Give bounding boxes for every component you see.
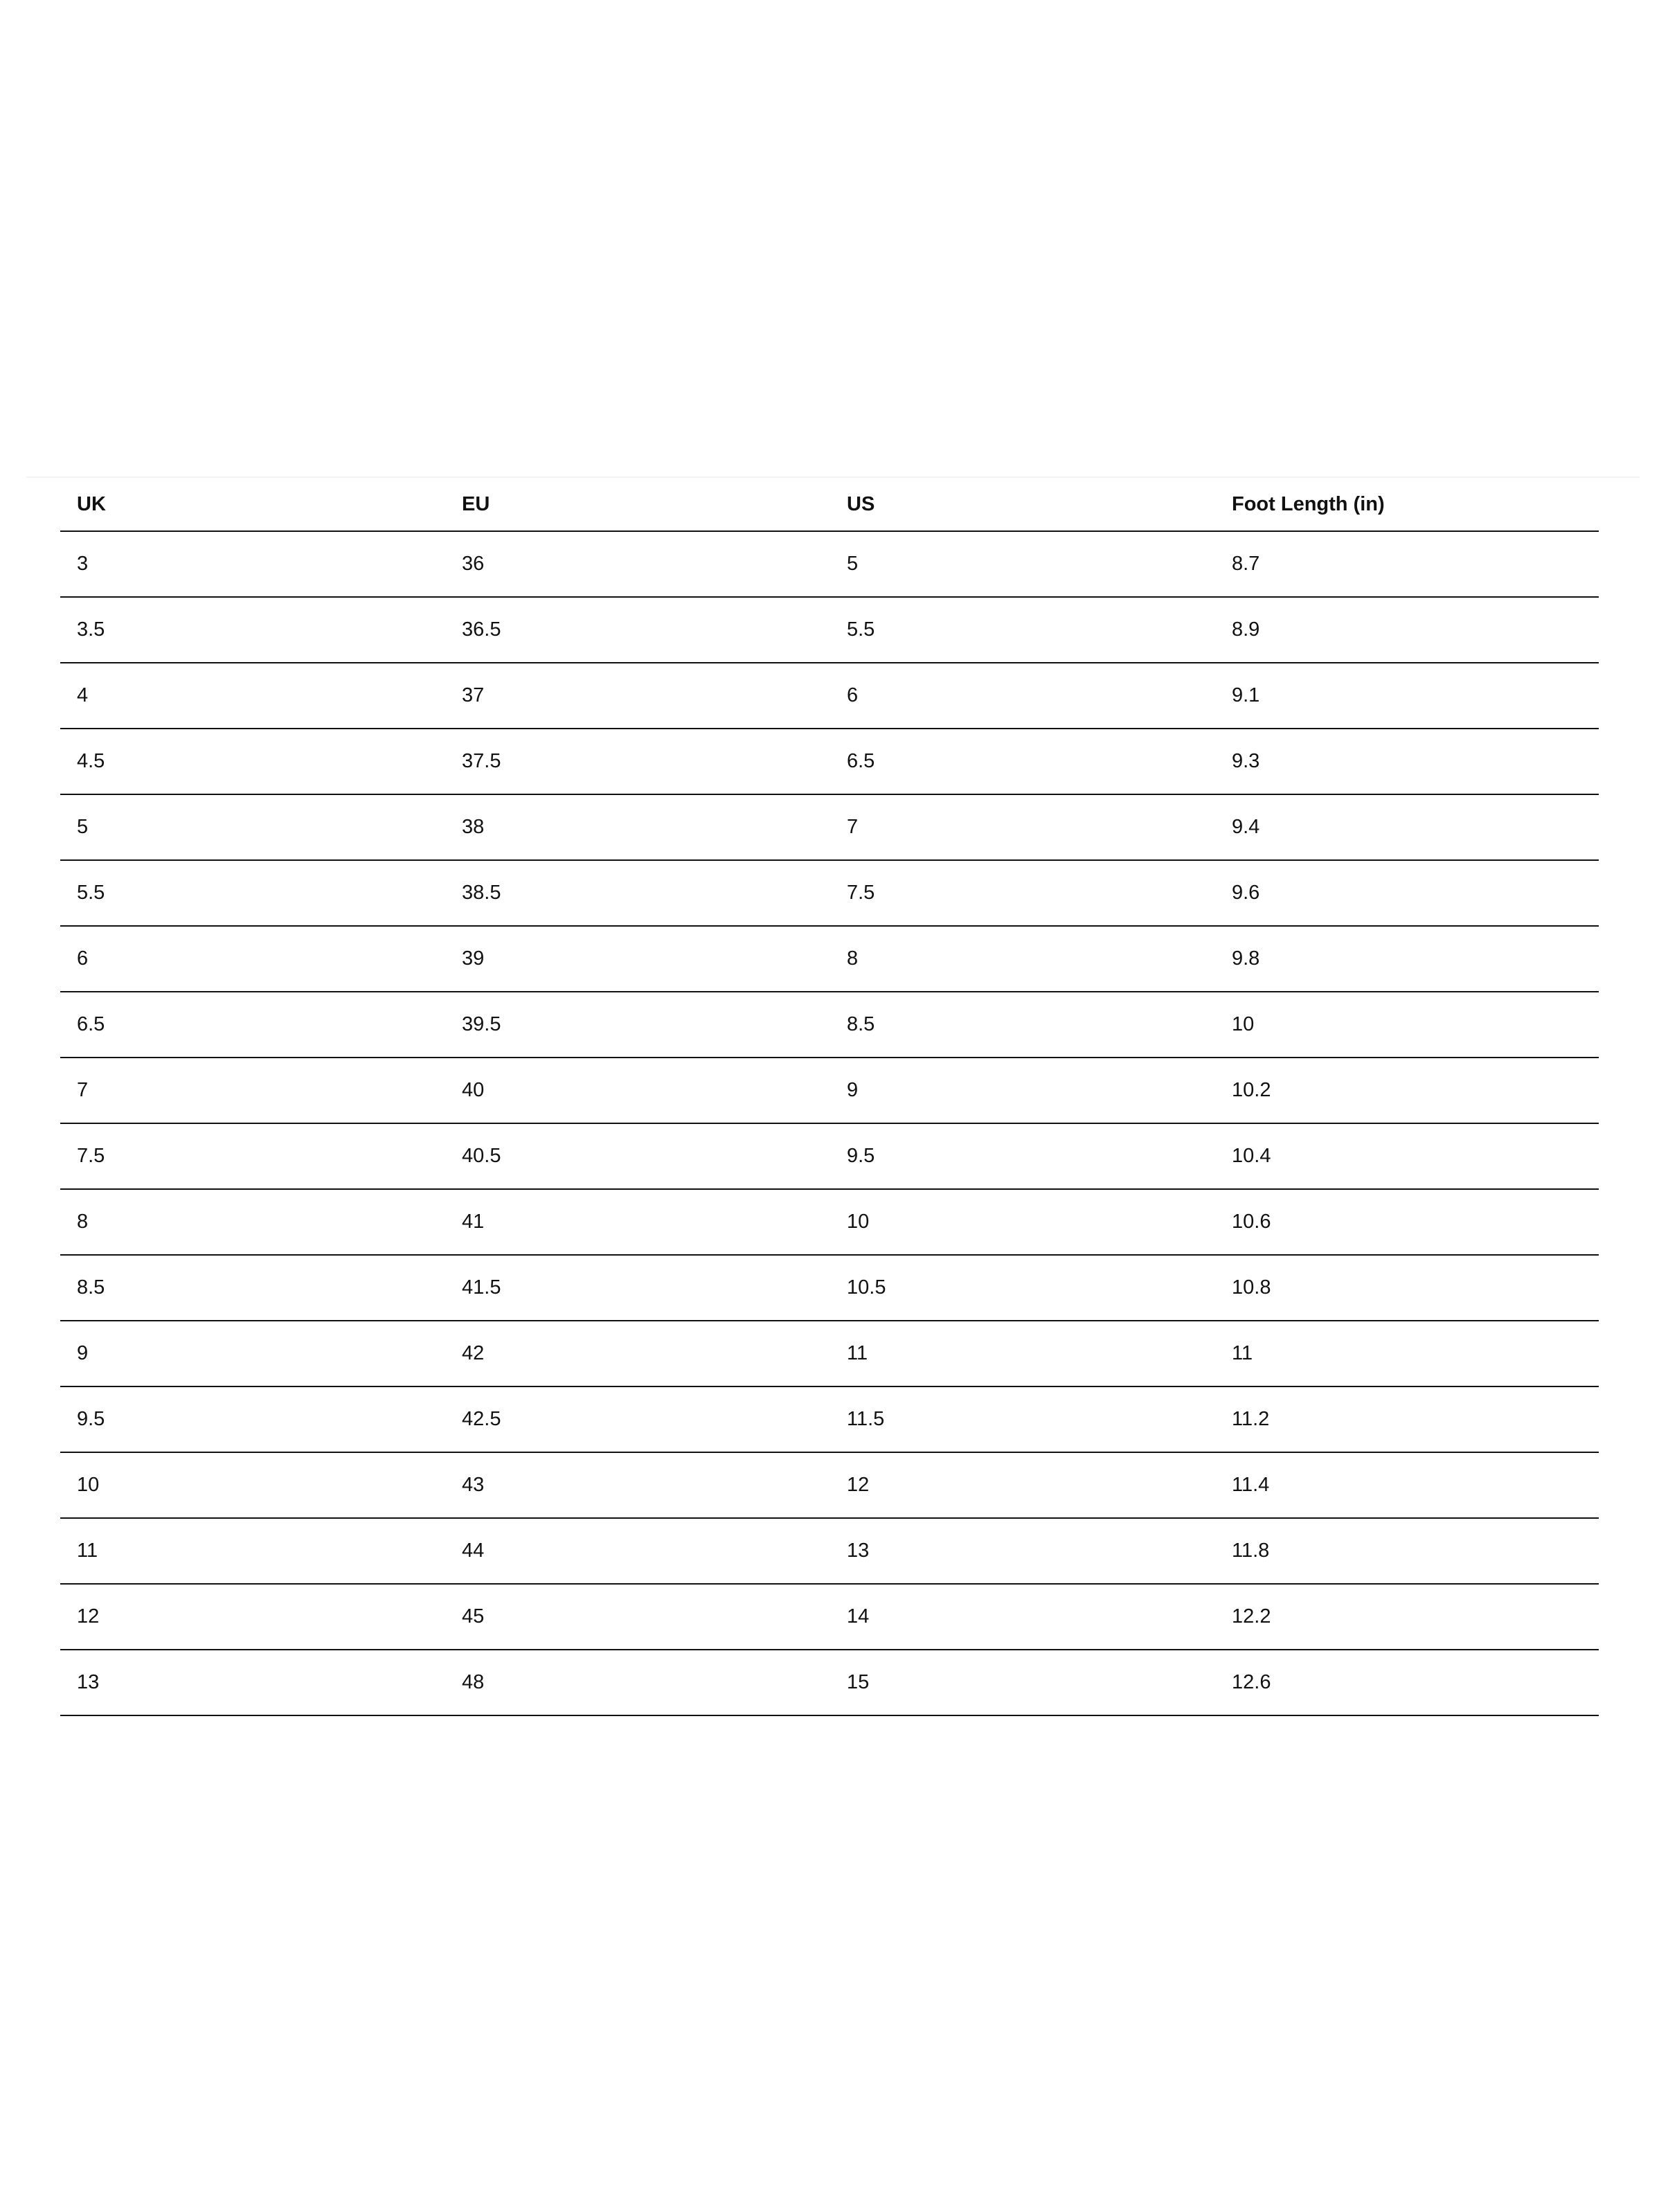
cell-us: 7: [830, 794, 1215, 860]
cell-us: 14: [830, 1584, 1215, 1650]
cell-uk: 3: [60, 531, 445, 597]
cell-us: 7.5: [830, 860, 1215, 926]
table-row: [60, 1123, 1599, 1189]
table-row: [60, 597, 1599, 663]
cell-eu: 39.5: [445, 992, 830, 1058]
cell-eu: 37.5: [445, 729, 830, 794]
table-row: [60, 1255, 1599, 1321]
cell-eu: 42: [445, 1321, 830, 1386]
cell-eu: 42.5: [445, 1386, 830, 1452]
table-row: [60, 794, 1599, 860]
cell-eu: 43: [445, 1452, 830, 1518]
table-row: [60, 1518, 1599, 1584]
cell-us: 12: [830, 1452, 1215, 1518]
cell-foot-length: 9.1: [1215, 663, 1599, 729]
table-row: [60, 1584, 1599, 1650]
cell-foot-length: 11: [1215, 1321, 1599, 1386]
table-row: [60, 926, 1599, 992]
cell-foot-length: 10.6: [1215, 1189, 1599, 1255]
cell-uk: 8: [60, 1189, 445, 1255]
cell-uk: 6: [60, 926, 445, 992]
table-body: [60, 531, 1599, 1715]
cell-us: 10.5: [830, 1255, 1215, 1321]
cell-uk: 5.5: [60, 860, 445, 926]
cell-us: 8.5: [830, 992, 1215, 1058]
cell-us: 8: [830, 926, 1215, 992]
cell-us: 9.5: [830, 1123, 1215, 1189]
cell-eu: 36.5: [445, 597, 830, 663]
cell-foot-length: 9.6: [1215, 860, 1599, 926]
cell-uk: 7: [60, 1058, 445, 1123]
cell-uk: 11: [60, 1518, 445, 1584]
cell-eu: 38: [445, 794, 830, 860]
cell-foot-length: 10.4: [1215, 1123, 1599, 1189]
cell-foot-length: 11.8: [1215, 1518, 1599, 1584]
cell-us: 15: [830, 1650, 1215, 1715]
cell-uk: 9: [60, 1321, 445, 1386]
cell-foot-length: 8.7: [1215, 531, 1599, 597]
table-row: [60, 1452, 1599, 1518]
header-us: US: [830, 478, 1215, 531]
table-row: [60, 992, 1599, 1058]
table-row: [60, 663, 1599, 729]
cell-us: 11.5: [830, 1386, 1215, 1452]
cell-foot-length: 9.4: [1215, 794, 1599, 860]
cell-uk: 4.5: [60, 729, 445, 794]
table-row: [60, 1189, 1599, 1255]
table-row: [60, 729, 1599, 794]
table-row: [60, 1058, 1599, 1123]
header-eu: EU: [445, 478, 830, 531]
table-row: [60, 1650, 1599, 1715]
cell-eu: 45: [445, 1584, 830, 1650]
cell-us: 6.5: [830, 729, 1215, 794]
cell-us: 6: [830, 663, 1215, 729]
cell-foot-length: 11.2: [1215, 1386, 1599, 1452]
cell-foot-length: 10: [1215, 992, 1599, 1058]
cell-uk: 13: [60, 1650, 445, 1715]
cell-uk: 7.5: [60, 1123, 445, 1189]
cell-eu: 37: [445, 663, 830, 729]
cell-uk: 10: [60, 1452, 445, 1518]
cell-eu: 41: [445, 1189, 830, 1255]
cell-uk: 8.5: [60, 1255, 445, 1321]
header-foot-length: Foot Length (in): [1215, 478, 1599, 531]
cell-uk: 9.5: [60, 1386, 445, 1452]
cell-foot-length: 9.3: [1215, 729, 1599, 794]
cell-eu: 40.5: [445, 1123, 830, 1189]
cell-foot-length: 10.8: [1215, 1255, 1599, 1321]
cell-foot-length: 12.6: [1215, 1650, 1599, 1715]
cell-uk: 4: [60, 663, 445, 729]
table-row: [60, 860, 1599, 926]
cell-uk: 5: [60, 794, 445, 860]
table-row: [60, 531, 1599, 597]
table-row: [60, 1386, 1599, 1452]
cell-us: 11: [830, 1321, 1215, 1386]
cell-foot-length: 12.2: [1215, 1584, 1599, 1650]
cell-us: 5: [830, 531, 1215, 597]
cell-us: 10: [830, 1189, 1215, 1255]
cell-uk: 6.5: [60, 992, 445, 1058]
table-header-row: [60, 478, 1599, 531]
cell-foot-length: 9.8: [1215, 926, 1599, 992]
size-chart-table: [60, 478, 1599, 1716]
cell-eu: 41.5: [445, 1255, 830, 1321]
header-uk: UK: [60, 478, 445, 531]
table-row: [60, 1321, 1599, 1386]
cell-eu: 40: [445, 1058, 830, 1123]
cell-eu: 44: [445, 1518, 830, 1584]
cell-eu: 39: [445, 926, 830, 992]
cell-foot-length: 10.2: [1215, 1058, 1599, 1123]
cell-foot-length: 8.9: [1215, 597, 1599, 663]
cell-uk: 12: [60, 1584, 445, 1650]
cell-us: 5.5: [830, 597, 1215, 663]
cell-us: 13: [830, 1518, 1215, 1584]
cell-eu: 36: [445, 531, 830, 597]
cell-uk: 3.5: [60, 597, 445, 663]
cell-us: 9: [830, 1058, 1215, 1123]
cell-eu: 38.5: [445, 860, 830, 926]
cell-eu: 48: [445, 1650, 830, 1715]
cell-foot-length: 11.4: [1215, 1452, 1599, 1518]
